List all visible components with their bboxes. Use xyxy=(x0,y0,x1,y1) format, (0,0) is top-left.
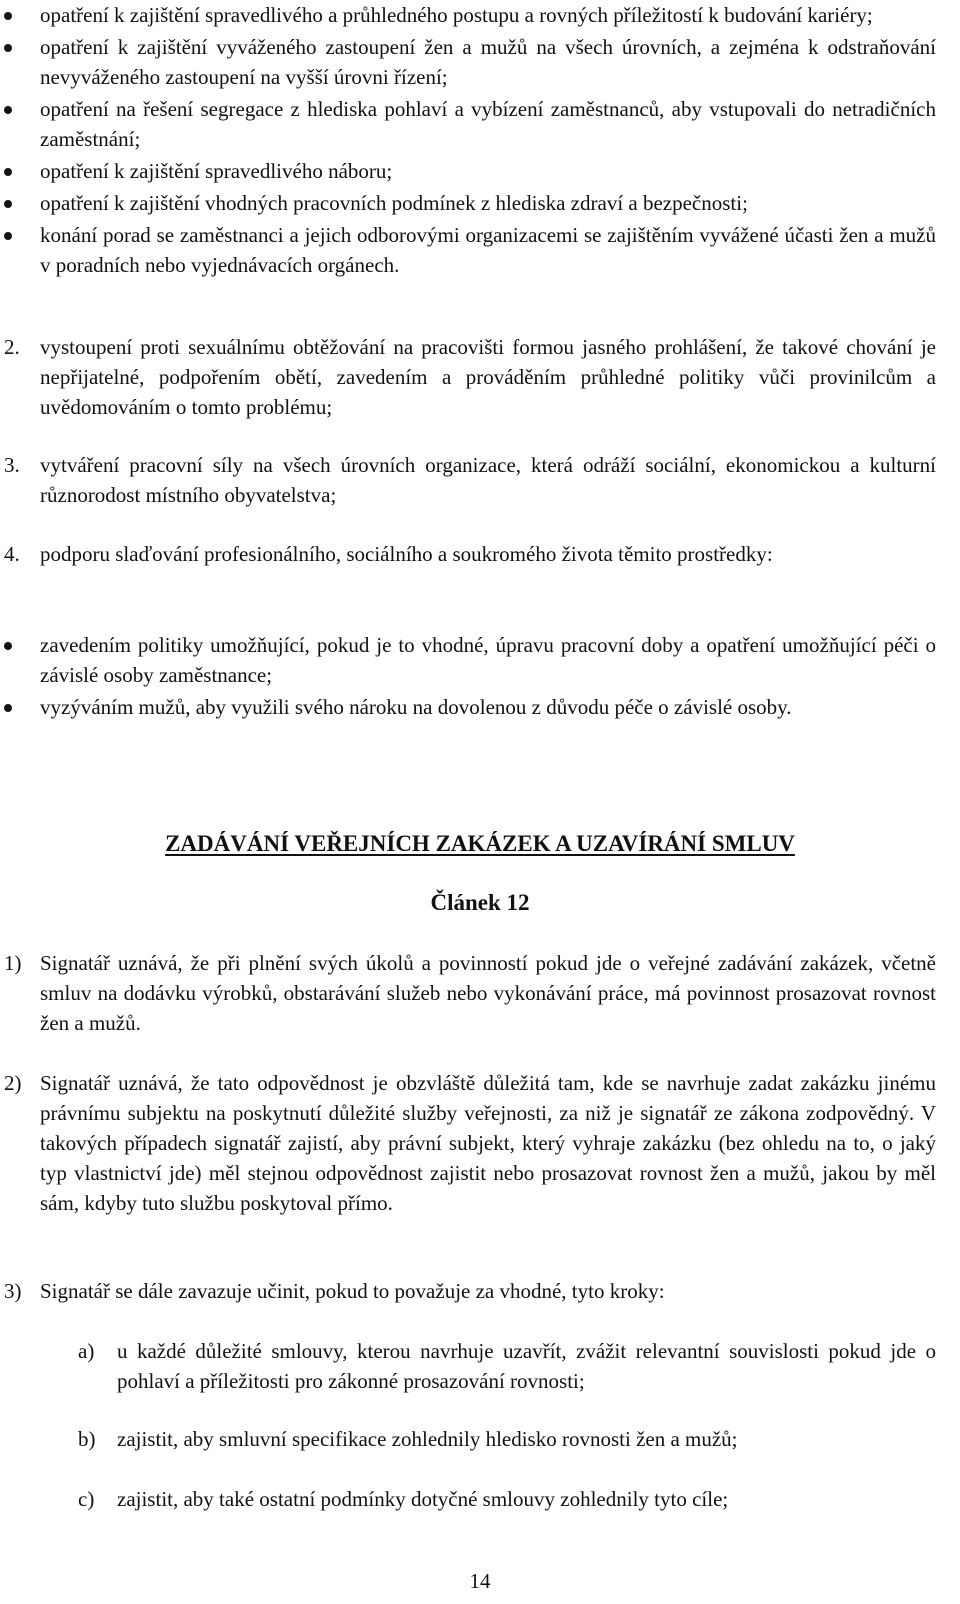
sub-point-letter: c) xyxy=(78,1487,95,1511)
sub-point-a xyxy=(0,1336,960,1396)
article-paragraph-2 xyxy=(0,1068,960,1218)
article-paragraph-1 xyxy=(0,948,960,1038)
article-paragraph-3 xyxy=(0,1276,960,1306)
numbered-point-2 xyxy=(0,332,960,422)
point-number: 4. xyxy=(4,542,20,566)
bullet-icon xyxy=(4,704,12,712)
sub-point-text: zajistit, aby také ostatní podmínky dotyčné smlouvy zohlednily tyto cíle; xyxy=(117,1487,729,1511)
list-item-text: opatření k zajištění spravedlivého a průhledného postupu a rovných příležitostí k budování kariéry; xyxy=(40,3,873,27)
sub-point-text: u každé důležité smlouvy, kterou navrhuje uzavřít, zvážit relevantní souvislosti pokud jde o pohlaví a příležitosti pro zákonné prosazování rovnosti; xyxy=(117,1339,936,1393)
paragraph-text: Signatář uznává, že při plnění svých úkolů a povinností pokud jde o veřejné zadávání zakázek, včetně smluv na dodávku výrobků, obstarávání služeb nebo vykonávání práce, má povinnost prosazovat rovnost žen a mužů. xyxy=(40,951,936,1035)
sub-point-letter: a) xyxy=(78,1339,95,1363)
bullet-list-bottom xyxy=(0,630,960,722)
bullet-icon xyxy=(4,44,12,52)
bullet-icon xyxy=(4,200,12,208)
paragraph-number: 3) xyxy=(4,1279,22,1303)
sub-point-c xyxy=(0,1484,960,1514)
list-item-text: opatření k zajištění vhodných pracovních podmínek z hlediska zdraví a bezpečnosti; xyxy=(40,191,748,215)
list-item-text: konání porad se zaměstnanci a jejich odborovými organizacemi se zajištěním vyvážené účasti žen a mužů v poradních nebo vyjednávacích orgánech. xyxy=(40,223,936,277)
section-heading-text: ZADÁVÁNÍ VEŘEJNÍCH ZAKÁZEK A UZAVÍRÁNÍ SMLUV xyxy=(165,831,795,856)
list-item xyxy=(0,94,960,154)
sub-point-b xyxy=(0,1424,960,1454)
bullet-icon xyxy=(4,642,12,650)
list-item-text: zavedením politiky umožňující, pokud je to vhodné, úpravu pracovní doby a opatření umožňující péči o závislé osoby zaměstnance; xyxy=(40,633,936,687)
bullet-list-top xyxy=(0,0,960,280)
article-heading: Článek 12 xyxy=(430,890,530,915)
bullet-icon xyxy=(4,106,12,114)
bullet-icon xyxy=(4,168,12,176)
sub-point-letter: b) xyxy=(78,1427,96,1451)
bullet-icon xyxy=(4,232,12,240)
point-number: 2. xyxy=(4,335,20,359)
list-item xyxy=(0,630,960,690)
point-number: 3. xyxy=(4,453,20,477)
list-item xyxy=(0,156,960,186)
point-text: podporu slaďování profesionálního, sociálního a soukromého života těmito prostředky: xyxy=(40,542,773,566)
paragraph-text: Signatář uznává, že tato odpovědnost je obzvláště důležitá tam, kde se navrhuje zadat zakázku jinému právnímu subjektu na poskytnutí důležité služby veřejnosti, za niž je signatář ze zákona zodpovědný. V takových případech signatář zajistí, aby právní subjekt, který vyhraje zakázku (bez ohledu na to, o jaký typ vlastnictví jde) měl stejnou odpovědnost zajistit nebo prosazovat rovnost žen a mužů, jakou by měl sám, kdyby tuto službu poskytoval přímo. xyxy=(40,1071,936,1215)
list-item xyxy=(0,188,960,218)
paragraph-number: 1) xyxy=(4,951,22,975)
section-heading xyxy=(0,829,960,859)
bullet-icon xyxy=(4,12,12,20)
list-item-text: vyzýváním mužů, aby využili svého nároku na dovolenou z důvodu péče o závislé osoby. xyxy=(40,695,792,719)
sub-point-text: zajistit, aby smluvní specifikace zohlednily hledisko rovnosti žen a mužů; xyxy=(117,1427,738,1451)
list-item-text: opatření k zajištění spravedlivého náboru; xyxy=(40,159,393,183)
point-text: vytváření pracovní síly na všech úrovních organizace, která odráží sociální, ekonomickou a kulturní různorodost místního obyvatelstva; xyxy=(40,453,936,507)
point-text: vystoupení proti sexuálnímu obtěžování na pracovišti formou jasného prohlášení, že takové chování je nepřijatelné, podpořením obětí, zavedením a prováděním průhledné politiky vůči provinilcům a uvědomováním o tomto problému; xyxy=(40,335,936,419)
list-item xyxy=(0,692,960,722)
page-number: 14 xyxy=(469,1569,491,1593)
numbered-point-4 xyxy=(0,539,960,569)
numbered-point-3 xyxy=(0,450,960,510)
list-item xyxy=(0,32,960,92)
paragraph-text: Signatář se dále zavazuje učinit, pokud to považuje za vhodné, tyto kroky: xyxy=(40,1279,665,1303)
list-item-text: opatření na řešení segregace z hlediska pohlaví a vybízení zaměstnanců, aby vstupovali do netradičních zaměstnání; xyxy=(40,97,936,151)
paragraph-number: 2) xyxy=(4,1071,22,1095)
list-item xyxy=(0,0,960,30)
list-item xyxy=(0,220,960,280)
list-item-text: opatření k zajištění vyváženého zastoupení žen a mužů na všech úrovních, a zejména k odstraňování nevyváženého zastoupení na vyšší úrovni řízení; xyxy=(40,35,936,89)
